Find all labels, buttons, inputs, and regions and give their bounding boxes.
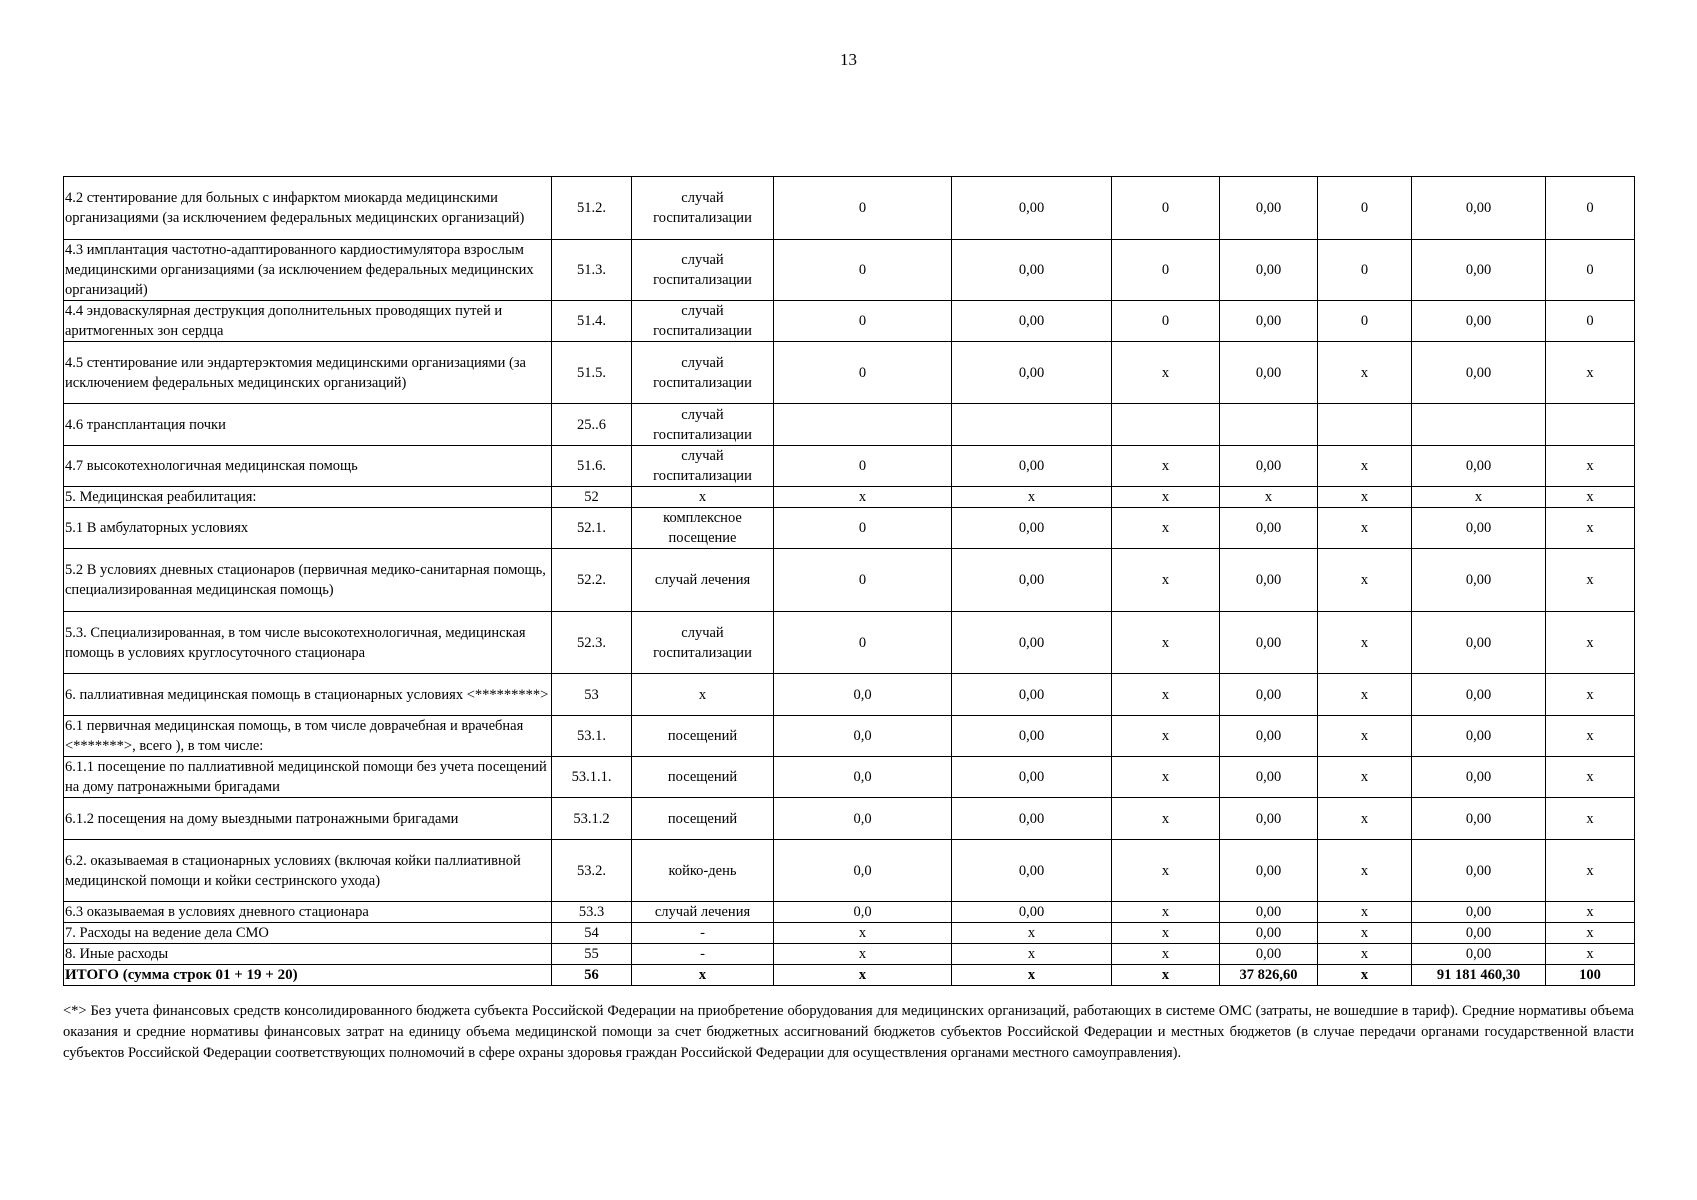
row-cell: 0,0 [774,716,952,757]
row-code: 52.2. [552,549,632,612]
row-cell: 0,00 [1220,612,1318,674]
row-cell: 0,00 [1220,177,1318,240]
row-unit: случай госпитализации [632,446,774,487]
row-cell: 0 [1318,240,1412,301]
table-row [64,177,1635,240]
row-cell: х [1318,923,1412,944]
row-cell: х [1546,549,1635,612]
row-cell: х [1546,674,1635,716]
row-unit: случай лечения [632,902,774,923]
row-cell [1318,404,1412,446]
row-code: 56 [552,965,632,986]
row-cell: 0,00 [1220,902,1318,923]
row-cell: х [1318,674,1412,716]
row-cell: х [1112,944,1220,965]
row-code: 53 [552,674,632,716]
row-cell: 0 [774,549,952,612]
row-cell: 0,00 [952,840,1112,902]
row-code: 52.1. [552,508,632,549]
row-cell: 0,00 [1220,446,1318,487]
row-cell: 0,00 [952,798,1112,840]
row-cell: х [1546,342,1635,404]
row-cell: х [1112,902,1220,923]
row-cell: 0,00 [952,757,1112,798]
row-code: 54 [552,923,632,944]
row-cell [774,404,952,446]
row-cell: 0 [1546,240,1635,301]
row-cell: 0,00 [952,549,1112,612]
row-cell: 0,0 [774,757,952,798]
row-cell: 0 [1318,177,1412,240]
table-row [64,612,1635,674]
table-row [64,944,1635,965]
row-cell: 0,00 [1412,902,1546,923]
row-name: 6. паллиативная медицинская помощь в стационарных условиях <*********> [64,674,552,716]
row-cell: х [1112,508,1220,549]
row-cell: 0,00 [1220,674,1318,716]
table-row [64,549,1635,612]
row-code: 51.2. [552,177,632,240]
row-cell: 0 [1112,240,1220,301]
row-cell: 0,0 [774,840,952,902]
row-cell: х [1318,446,1412,487]
row-cell: 0,00 [1412,923,1546,944]
row-cell: х [1318,716,1412,757]
row-cell: 0 [774,508,952,549]
row-name: 5.1 В амбулаторных условиях [64,508,552,549]
table-row [64,674,1635,716]
row-cell: 0,00 [952,446,1112,487]
row-unit: случай госпитализации [632,612,774,674]
financing-table [63,176,1635,986]
row-unit: посещений [632,798,774,840]
row-cell: 0,00 [1412,674,1546,716]
row-cell: 0,00 [1220,549,1318,612]
row-cell: х [1318,508,1412,549]
row-cell: 0 [774,446,952,487]
row-unit: комплексное посещение [632,508,774,549]
row-name: ИТОГО (сумма строк 01 + 19 + 20) [64,965,552,986]
row-unit: х [632,965,774,986]
row-cell: 0,00 [1412,446,1546,487]
row-cell: х [1412,487,1546,508]
row-cell: 0 [774,342,952,404]
table-row [64,240,1635,301]
row-cell: 0,00 [1412,612,1546,674]
row-cell: 0,00 [952,674,1112,716]
row-cell: х [952,487,1112,508]
table-row [64,508,1635,549]
row-cell: х [1112,840,1220,902]
row-cell: х [1318,757,1412,798]
row-cell: х [1112,342,1220,404]
table-row [64,798,1635,840]
table-row [64,446,1635,487]
row-name: 8. Иные расходы [64,944,552,965]
row-cell: х [774,965,952,986]
row-cell: х [1112,446,1220,487]
row-code: 53.1.2 [552,798,632,840]
row-cell: х [1546,716,1635,757]
row-unit: х [632,487,774,508]
row-cell: х [1546,508,1635,549]
row-code: 51.4. [552,301,632,342]
row-unit: случай госпитализации [632,342,774,404]
row-cell: 0 [774,612,952,674]
table-row [64,404,1635,446]
row-code: 52.3. [552,612,632,674]
row-cell: 0,00 [1412,240,1546,301]
row-cell: х [1220,487,1318,508]
row-unit: случай госпитализации [632,177,774,240]
table-row [64,716,1635,757]
table-row [64,757,1635,798]
row-cell: 0,00 [952,301,1112,342]
row-cell: х [1546,923,1635,944]
row-cell: 0,00 [1220,923,1318,944]
row-cell: х [1112,923,1220,944]
table-row [64,902,1635,923]
row-cell: 0,00 [1220,757,1318,798]
footnote: <*> Без учета финансовых средств консолидированного бюджета субъекта Российской Федерации на приобретение оборудования для медицинских организаций, работающих в системе ОМС (затраты, не вошедшие в тариф). Средние нормативы объема оказания и средние нормативы финансовых затрат на единицу объема медицинской помощи за счет бюджетных ассигнований бюджетов субъектов Российской Федерации и местных бюджетов (в случае передачи органами государственной власти субъектов Российской Федерации соответствующих полномочий в сфере охраны здоровья граждан Российской Федерации для осуществления органами местного самоуправления). [63,1003,1634,1061]
row-cell: х [1112,549,1220,612]
total-row [64,965,1635,986]
row-name: 4.7 высокотехнологичная медицинская помощь [64,446,552,487]
row-name: 6.3 оказываемая в условиях дневного стационара [64,902,552,923]
row-cell: 0,00 [952,612,1112,674]
row-cell: 100 [1546,965,1635,986]
row-cell: 0,0 [774,902,952,923]
row-cell: х [1318,342,1412,404]
row-cell: 0,00 [1412,840,1546,902]
row-cell: 0,00 [1220,301,1318,342]
row-cell: 0,0 [774,674,952,716]
row-unit: - [632,923,774,944]
row-code: 25..6 [552,404,632,446]
row-cell: 0 [774,240,952,301]
row-cell: 0,00 [1412,944,1546,965]
row-cell: х [952,965,1112,986]
row-cell: 0 [1112,177,1220,240]
row-name: 5.2 В условиях дневных стационаров (первичная медико-санитарная помощь, специализированная медицинская помощь) [64,549,552,612]
row-cell: 0,00 [1220,798,1318,840]
row-cell: 0 [774,177,952,240]
row-cell: 0,00 [952,716,1112,757]
row-unit: посещений [632,716,774,757]
row-cell: х [1546,798,1635,840]
row-cell: х [1546,612,1635,674]
table-row [64,923,1635,944]
row-cell: 0,00 [1412,177,1546,240]
row-cell: х [1112,487,1220,508]
row-cell: 0,00 [1220,240,1318,301]
row-unit: случай госпитализации [632,404,774,446]
row-cell: 0 [1546,301,1635,342]
row-cell [1220,404,1318,446]
row-name: 4.6 трансплантация почки [64,404,552,446]
row-cell: х [952,923,1112,944]
page-number: 13 [840,50,857,69]
row-cell: х [1546,757,1635,798]
row-cell: 0,00 [1412,549,1546,612]
row-name: 4.2 стентирование для больных с инфарктом миокарда медицинскими организациями (за исключением федеральных медицинских организаций) [64,177,552,240]
row-name: 4.4 эндоваскулярная деструкция дополнительных проводящих путей и аритмогенных зон сердца [64,301,552,342]
row-cell: х [1546,446,1635,487]
row-code: 53.2. [552,840,632,902]
row-cell: 0 [1112,301,1220,342]
row-code: 53.1. [552,716,632,757]
row-unit: посещений [632,757,774,798]
row-cell: 0,00 [1412,798,1546,840]
row-cell [1546,404,1635,446]
table-row [64,840,1635,902]
row-cell: х [1546,944,1635,965]
row-name: 4.5 стентирование или эндартерэктомия медицинскими организациями (за исключением федеральных медицинских организаций) [64,342,552,404]
row-cell: 0,00 [952,240,1112,301]
row-cell: 0,00 [1220,840,1318,902]
row-cell: х [1318,902,1412,923]
row-cell: 0,00 [952,508,1112,549]
row-cell: х [1112,674,1220,716]
row-cell [1112,404,1220,446]
row-cell: 0,00 [952,342,1112,404]
row-code: 53.1.1. [552,757,632,798]
row-cell: х [774,944,952,965]
row-cell: 0,00 [1412,508,1546,549]
row-cell: 0,00 [1220,944,1318,965]
row-cell: х [1546,840,1635,902]
row-name: 4.3 имплантация частотно-адаптированного кардиостимулятора взрослым медицинскими организациями (за исключением федеральных медицинских организаций) [64,240,552,301]
row-cell: х [774,923,952,944]
row-name: 5. Медицинская реабилитация: [64,487,552,508]
row-cell: 0,00 [1412,342,1546,404]
row-cell: 91 181 460,30 [1412,965,1546,986]
row-name: 6.1 первичная медицинская помощь, в том числе доврачебная и врачебная <*******>, всего ), в том числе: [64,716,552,757]
row-cell: 37 826,60 [1220,965,1318,986]
row-cell [1412,404,1546,446]
row-cell: х [1112,965,1220,986]
row-cell: 0 [1546,177,1635,240]
row-code: 52 [552,487,632,508]
row-cell: 0,00 [1220,716,1318,757]
row-cell: х [1112,612,1220,674]
row-unit: койко-день [632,840,774,902]
row-cell: х [1318,549,1412,612]
row-cell [952,404,1112,446]
row-cell: х [774,487,952,508]
row-cell: х [1318,965,1412,986]
row-cell: х [1112,716,1220,757]
table-row [64,301,1635,342]
row-cell: 0,00 [1412,301,1546,342]
row-code: 53.3 [552,902,632,923]
row-cell: х [1318,944,1412,965]
row-cell: х [1112,798,1220,840]
row-cell: 0,00 [1412,716,1546,757]
row-name: 6.1.2 посещения на дому выездными патронажными бригадами [64,798,552,840]
row-cell: 0,00 [1220,342,1318,404]
table-row [64,487,1635,508]
table-row [64,342,1635,404]
row-cell: 0,00 [952,177,1112,240]
row-cell: х [952,944,1112,965]
row-cell: 0,00 [1412,757,1546,798]
row-unit: - [632,944,774,965]
row-cell: 0 [774,301,952,342]
row-code: 51.6. [552,446,632,487]
row-unit: х [632,674,774,716]
row-cell: х [1112,757,1220,798]
row-cell: х [1546,487,1635,508]
row-unit: случай лечения [632,549,774,612]
row-name: 5.3. Специализированная, в том числе высокотехнологичная, медицинская помощь в условиях круглосуточного стационара [64,612,552,674]
row-cell: х [1318,840,1412,902]
row-cell: х [1318,487,1412,508]
row-code: 51.3. [552,240,632,301]
row-name: 7. Расходы на ведение дела СМО [64,923,552,944]
row-cell: х [1318,612,1412,674]
row-name: 6.1.1 посещение по паллиативной медицинской помощи без учета посещений на дому патронажными бригадами [64,757,552,798]
row-unit: случай госпитализации [632,301,774,342]
row-unit: случай госпитализации [632,240,774,301]
row-cell: 0,00 [1220,508,1318,549]
row-cell: 0 [1318,301,1412,342]
row-cell: 0,0 [774,798,952,840]
row-cell: х [1318,798,1412,840]
row-name: 6.2. оказываемая в стационарных условиях (включая койки паллиативной медицинской помощи и койки сестринского ухода) [64,840,552,902]
row-cell: 0,00 [952,902,1112,923]
row-code: 51.5. [552,342,632,404]
row-cell: х [1546,902,1635,923]
row-code: 55 [552,944,632,965]
